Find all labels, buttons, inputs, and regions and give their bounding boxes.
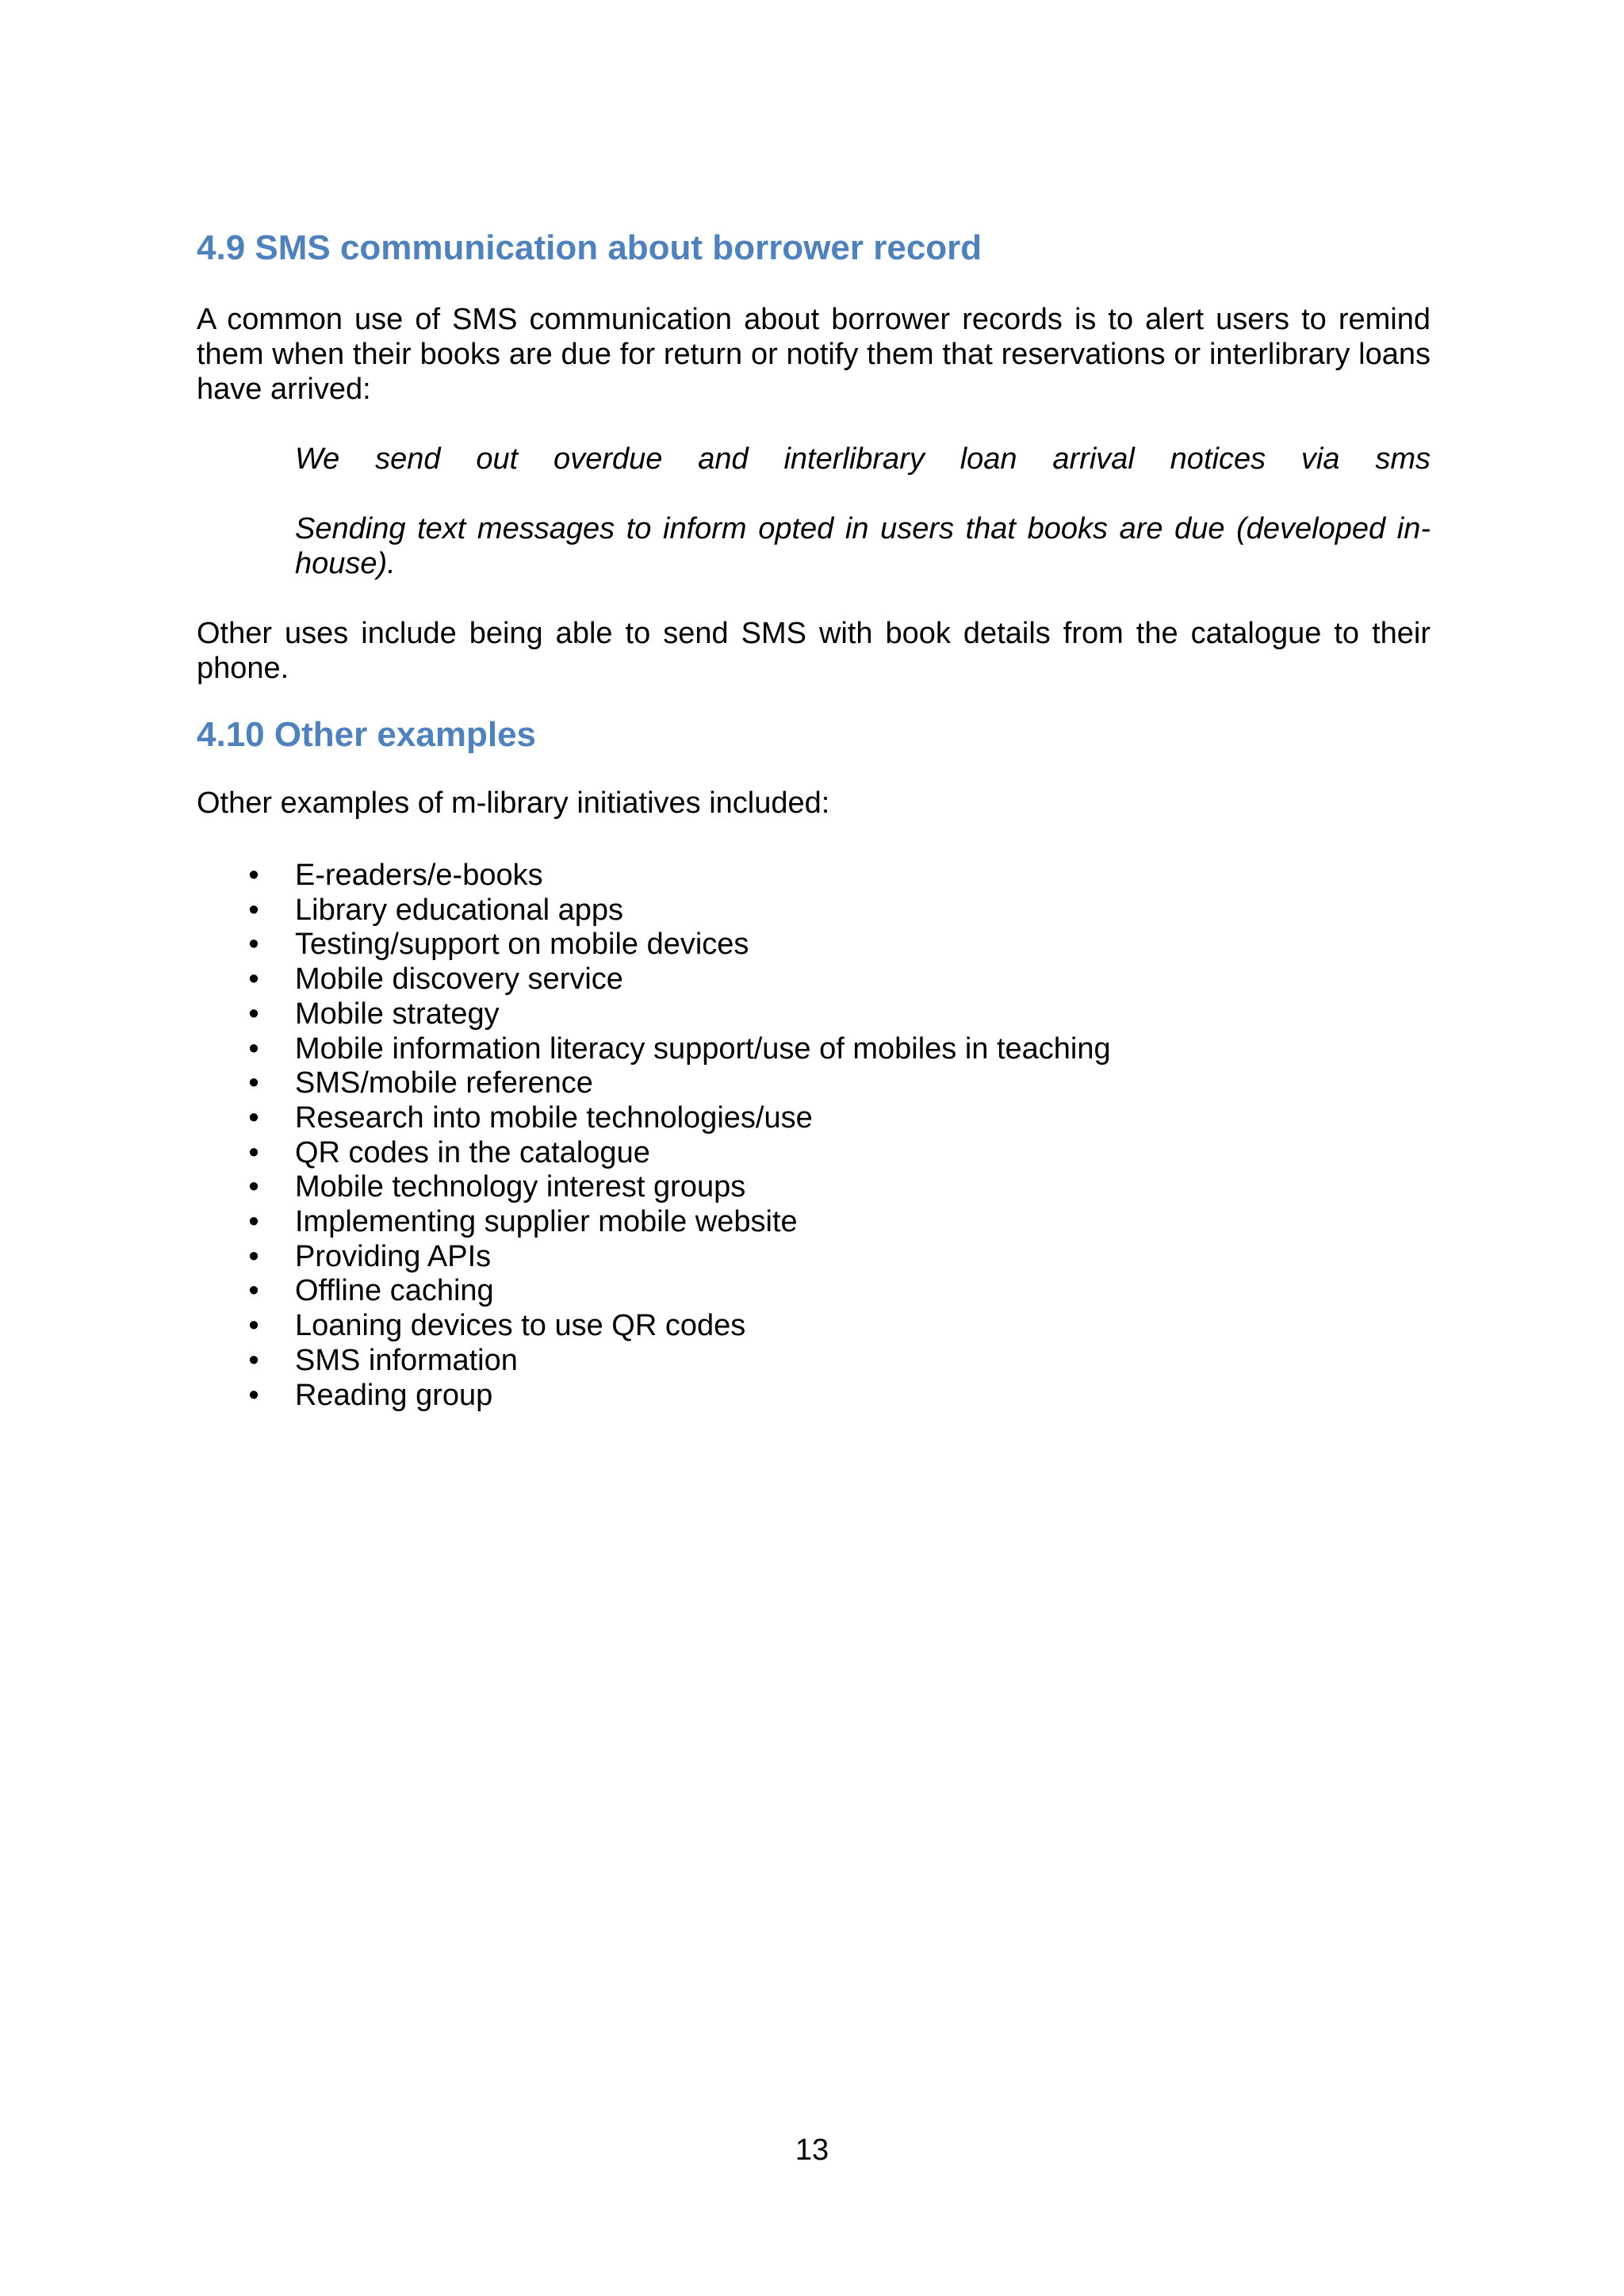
bullet-icon: • — [248, 893, 259, 927]
quote-text-messages: Sending text messages to inform opted in users that books are due (developed in-house). — [295, 512, 1431, 580]
list-item-text: Implementing supplier mobile website — [295, 1205, 798, 1239]
bullet-icon: • — [248, 1239, 259, 1273]
list-item — [197, 1066, 1431, 1101]
list-item-text: Mobile information literacy support/use of mobiles in teaching — [295, 1031, 1111, 1066]
list-item-text: Providing APIs — [295, 1239, 492, 1273]
list-item — [197, 1344, 1431, 1379]
bullet-icon: • — [248, 928, 259, 962]
list-item-text: Loaning devices to use QR codes — [295, 1309, 746, 1343]
paragraph-other-uses: Other uses include being able to send SMS with book details from the catalogue to their phone. — [197, 617, 1431, 685]
bullet-icon: • — [248, 1135, 259, 1169]
list-item-text: Reading group — [295, 1378, 493, 1412]
bullet-icon: • — [248, 1170, 259, 1204]
bullet-icon: • — [248, 859, 259, 892]
list-item-text: E-readers/e-books — [295, 859, 543, 892]
list-item — [197, 1274, 1431, 1309]
list-item — [197, 1101, 1431, 1136]
list-item-text: SMS information — [295, 1343, 518, 1377]
bullet-icon: • — [248, 1274, 259, 1308]
list-item — [197, 997, 1431, 1032]
list-item — [197, 962, 1431, 997]
list-item — [197, 1170, 1431, 1205]
paragraph-examples-intro: Other examples of m-library initiatives included: — [197, 786, 830, 820]
quote-overdue-notices: We send out overdue and interlibrary loan arrival notices via sms — [295, 442, 1431, 476]
bullet-icon: • — [248, 1205, 259, 1239]
list-item-text: Testing/support on mobile devices — [295, 928, 749, 962]
list-item — [197, 1032, 1431, 1067]
list-item-text: Mobile discovery service — [295, 962, 623, 997]
list-item — [197, 1205, 1431, 1240]
list-item-text: Offline caching — [295, 1274, 494, 1308]
list-item-text: Research into mobile technologies/use — [295, 1100, 813, 1135]
list-item — [197, 928, 1431, 962]
bullet-icon: • — [248, 1378, 259, 1412]
list-item — [197, 859, 1431, 894]
bullet-icon: • — [248, 1309, 259, 1343]
bullet-icon: • — [248, 997, 259, 1031]
list-item-text: Mobile strategy — [295, 997, 500, 1031]
bullet-icon: • — [248, 1031, 259, 1066]
list-item-text: QR codes in the catalogue — [295, 1135, 650, 1169]
bullet-icon: • — [248, 962, 259, 997]
bullet-icon: • — [248, 1343, 259, 1377]
list-item — [197, 1240, 1431, 1275]
list-item — [197, 894, 1431, 928]
list-item-text: Mobile technology interest groups — [295, 1170, 746, 1204]
page-content — [197, 226, 1431, 1413]
section-heading-other-examples: 4.10 Other examples — [197, 715, 537, 754]
list-item-text: SMS/mobile reference — [295, 1066, 593, 1100]
list-item — [197, 1379, 1431, 1414]
paragraph-sms-intro: A common use of SMS communication about borrower records is to alert users to remind them when their books are due for return or notify them that reservations or interlibrary loans have arrived: — [197, 303, 1431, 406]
list-item — [197, 1309, 1431, 1344]
examples-list — [197, 859, 1431, 1413]
list-item-text: Library educational apps — [295, 893, 624, 927]
section-heading-sms: 4.9 SMS communication about borrower record — [197, 228, 982, 267]
page-number: 13 — [795, 2133, 829, 2167]
list-item — [197, 1136, 1431, 1171]
bullet-icon: • — [248, 1100, 259, 1135]
bullet-icon: • — [248, 1066, 259, 1100]
